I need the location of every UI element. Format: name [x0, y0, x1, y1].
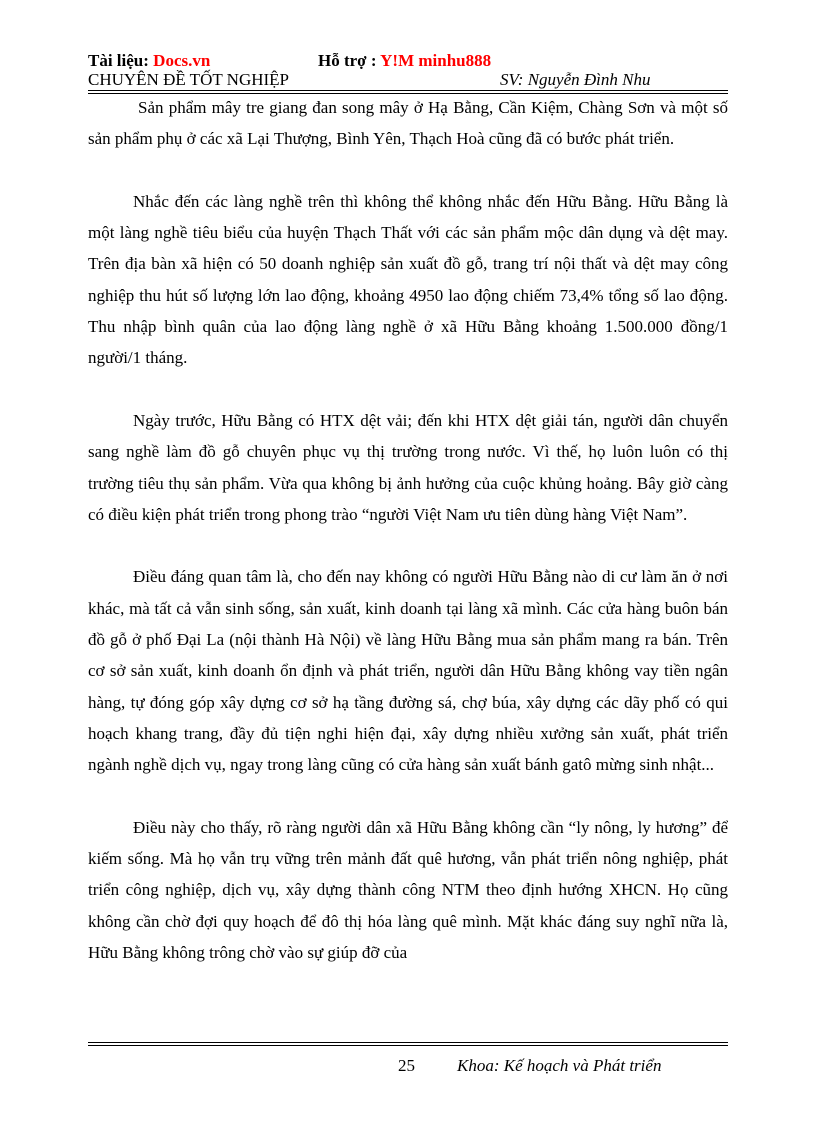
- support-info: [318, 51, 491, 71]
- paragraph-1: Sản phẩm mây tre giang đan song mây ở Hạ Bằng, Cần Kiệm, Chàng Sơn và một số sản phẩm phụ ở các xã Lại Thượng, Bình Yên, Thạch Hoà cũng đã có bước phát triển.: [88, 98, 728, 149]
- header-rule-top: [88, 90, 728, 91]
- paragraph-3: Ngày trước, Hữu Bằng có HTX dệt vải; đến khi HTX dệt giải tán, người dân chuyển sang nghề làm đồ gỗ chuyên phục vụ thị trường trong nước. Vì thế, họ luôn luôn có thị trường tiêu thụ sản phẩm. Vừa qua không bị ảnh hưởng của cuộc khủng hoảng. Bây giờ càng có điều kiện phát triển trong phong trào “người Việt Nam ưu tiên dùng hàng Việt Nam”.: [88, 410, 728, 524]
- topic-title: CHUYÊN ĐỀ TỐT NGHIỆP: [88, 70, 290, 89]
- paragraph-2: Nhắc đến các làng nghề trên thì không thể không nhắc đến Hữu Bằng. Hữu Bằng là một làng nghề tiêu biểu của huyện Thạch Thất với các sản phẩm mộc dân dụng và dệt may. Trên địa bàn xã hiện có 50 doanh nghiệp sản xuất đồ gỗ, trang trí nội thất và dệt may công nghiệp thu hút số lượng lớn lao động, khoảng 4950 lao động chiếm 73,4% tổng số lao động. Thu nhập bình quân của lao động làng nghề ở xã Hữu Bằng khoảng 1.500.000 đồng/1 người/1 tháng.: [88, 191, 728, 368]
- footer-rule-top: [88, 1042, 728, 1043]
- paragraph-4: Điều đáng quan tâm là, cho đến nay không có người Hữu Bằng nào di cư làm ăn ở nơi khác, mà tất cả vẫn sinh sống, sản xuất, kinh doanh tại làng xã mình. Các cửa hàng buôn bán đồ gỗ ở phố Đại La (nội thành Hà Nội) về làng Hữu Bằng mua sản phẩm mang ra bán. Trên cơ sở sản xuất, kinh doanh ổn định và phát triển, người dân Hữu Bằng không vay tiền ngân hàng, tự đóng góp xây dựng cơ sở hạ tầng đường sá, chợ búa, xây dựng các dãy phố có qui hoạch khang trang, đầy đủ tiện nghi hiện đại, xây dựng nhiều xưởng sản xuất, phát triển ngành nghề dịch vụ, ngay trong làng cũng có cửa hàng sản xuất bánh gatô mừng sinh nhật...: [88, 567, 728, 775]
- header-source-line: [88, 51, 492, 71]
- support-value: Y!M minhu888: [380, 51, 492, 70]
- source-label: Tài liệu:: [88, 51, 149, 70]
- support-label: Hỗ trợ :: [318, 51, 377, 70]
- student-name: SV: Nguyễn Đình Nhu: [500, 70, 651, 89]
- header-topic-line: [88, 70, 728, 90]
- footer-rule-bottom: [88, 1045, 728, 1046]
- page-number: 25: [398, 1056, 415, 1075]
- department-name: Khoa: Kế hoạch và Phát triển: [457, 1056, 662, 1075]
- paragraph-5: Điều này cho thấy, rõ ràng người dân xã Hữu Bằng không cần “ly nông, ly hương” để kiếm sống. Mà họ vẫn trụ vững trên mảnh đất quê hương, vẫn phát triển nông nghiệp, phát triển công nghiệp, dịch vụ, xây dựng thành công NTM theo định hướng XHCN. Họ cũng không cần chờ đợi quy hoạch để đô thị hóa làng quê mình. Mặt khác đáng suy nghĩ nữa là, Hữu Bằng không trông chờ vào sự giúp đỡ của: [88, 817, 728, 963]
- body-text: [88, 92, 728, 968]
- source-value: Docs.vn: [153, 51, 211, 70]
